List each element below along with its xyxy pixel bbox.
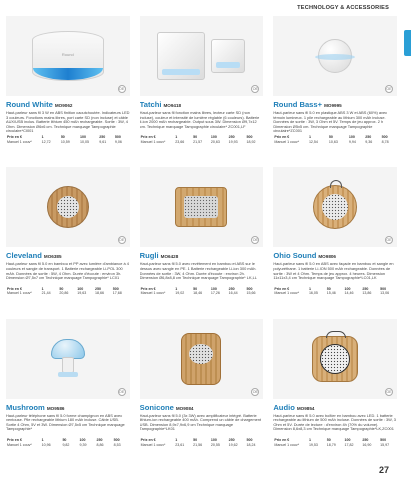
price-header-cell: 500 bbox=[113, 437, 120, 442]
product-code: MO9418 bbox=[163, 103, 182, 108]
price-header-cell: 250 bbox=[96, 437, 103, 442]
price-header-cell: 50 bbox=[326, 286, 331, 291]
product-code: MO9084 bbox=[175, 405, 194, 411]
price-header-cell: 500 bbox=[112, 286, 119, 291]
round-bamboo-speaker-icon bbox=[313, 185, 357, 229]
price-value: 10,96 bbox=[41, 442, 51, 447]
price-row bbox=[6, 442, 130, 447]
price-header-cell: 100 bbox=[80, 135, 87, 140]
bamboo-box-speaker-icon bbox=[175, 187, 227, 227]
price-label: Manuel 1 couv* bbox=[140, 139, 166, 144]
price-value: 17,82 bbox=[344, 442, 354, 447]
product-code: MO9586 bbox=[46, 405, 65, 411]
price-value: 8,86 bbox=[96, 442, 104, 447]
price-header-cell: 500 bbox=[246, 437, 253, 442]
product-name: Audio bbox=[273, 402, 295, 412]
price-label: Manuel 1 couv* bbox=[140, 442, 166, 447]
price-header-cell: 1 bbox=[175, 135, 178, 140]
product-description: Haut-parleur sans fil fonction mains libres, lecteur carte SD (non incluse), couleur et intensité de lumière réglable (6 couleurs). Batterie li-ion 2000 mAh rechargeable. Output sous 3W. Dimension Ø9,7x12 cm. Technique marquage Tampographie circulaire* ZC001,LF bbox=[139, 111, 260, 129]
drum-speaker-icon: Round bbox=[32, 31, 104, 81]
product-title bbox=[140, 98, 264, 110]
price-header-cell: Prix en € bbox=[140, 135, 156, 140]
product-card bbox=[6, 167, 130, 316]
handle-speaker-icon bbox=[312, 336, 358, 382]
section-header: TECHNOLOGY & ACCESSORIES bbox=[297, 5, 389, 11]
price-header-cell: 1 bbox=[41, 437, 44, 442]
cube-speaker-icon bbox=[157, 32, 245, 80]
price-value: 21,44 bbox=[41, 291, 51, 296]
price-label: Manuel 1 couv* bbox=[7, 291, 32, 296]
product-badge: OE bbox=[252, 238, 258, 243]
price-header-cell: 1 bbox=[41, 286, 44, 291]
product-name: Sonicone bbox=[139, 402, 174, 412]
mushroom-speaker-icon bbox=[51, 339, 85, 379]
price-header-cell: Prix en € bbox=[274, 437, 290, 442]
price-value: 17,26 bbox=[210, 291, 220, 296]
price-value: 17,68 bbox=[112, 291, 122, 296]
product-image bbox=[273, 16, 397, 96]
product-image bbox=[6, 16, 130, 96]
price-value: 12,54 bbox=[308, 139, 318, 144]
product-description: Haut-parleur sans fil 5.0 avec revêtement en bambou et ABS sur le dessus avec sangle en PE. 1 Batterie rechargeable Li-ion 300 mAh. Données de sortie : 3W, 4 Ohm. Durée d'écoute : environ 2h. Dimension Ø6,8x8,8 cm Technique marquage Tampographie* LK,LL bbox=[139, 262, 257, 281]
product-image bbox=[273, 167, 397, 247]
product-name: Rugli bbox=[139, 251, 159, 261]
product-badge: OE bbox=[386, 238, 392, 243]
price-label: Manuel 1 couv* bbox=[140, 291, 166, 296]
product-description: Haut-parleur sans fil 3 W en ABS finition caoutchoutée. Indicateurs LED 3 couleurs. Fonctions mains libres, port carte SD (non incluse) et câble AUX/USB inclus. Batterie lithium 450 mAh rechargeable. Sortie : 3W, 4 Ohm. Dimension Ø6x6 cm. Technique marquage Tampographie circulaire*CI001 bbox=[6, 111, 130, 134]
bamboo-puck-speaker-icon bbox=[47, 186, 89, 228]
price-row bbox=[140, 291, 264, 296]
product-title bbox=[140, 249, 264, 261]
price-header-cell: 500 bbox=[380, 437, 387, 442]
price-label: Manuel 1 couv* bbox=[7, 442, 32, 447]
product-description: Haut-parleur sans fil 5.0 (3x 3W) avec amplificateur intégré. Batterie lithium-ion rechargeable 400 mAh. Comprend un câble de chargement USB. Dimension 8,9x7,9x6,9 cm Technique marquage Tampographie*LK01 bbox=[139, 413, 261, 432]
product-title bbox=[6, 98, 130, 110]
product-image bbox=[6, 319, 130, 399]
price-table bbox=[273, 438, 397, 447]
product-code: MO9995 bbox=[324, 103, 342, 108]
price-header-cell: 1 bbox=[175, 437, 178, 442]
price-header-cell: Prix en € bbox=[7, 135, 22, 140]
price-value: 13,86 bbox=[362, 291, 372, 296]
price-header-cell: 50 bbox=[59, 286, 64, 291]
price-row bbox=[6, 291, 130, 296]
price-value: 16,44 bbox=[228, 291, 238, 296]
price-header-cell: 50 bbox=[193, 437, 198, 442]
price-header-cell: 100 bbox=[77, 286, 84, 291]
price-row bbox=[140, 140, 264, 145]
price-value: 21,57 bbox=[193, 139, 203, 144]
product-description: Haut-parleur sans fil 5.0 avec boîtier en bambou avec LED. 1 batterie rechargeable au lithium de 500 mAh incluse. Données de sortie : 3W, 3 Ohm et 5V. Durée de lecture : d'environ 4h (70% du volume). Dimension 8,6x8,3 cm Technique marquage Tampographie*LK,ZC001 bbox=[273, 413, 396, 432]
price-label: Manuel 1 couv* bbox=[7, 139, 32, 144]
price-value: 18,46 bbox=[193, 291, 203, 296]
product-title bbox=[6, 401, 130, 413]
price-header-cell: Prix en € bbox=[274, 286, 290, 291]
price-header-cell: Prix en € bbox=[7, 437, 22, 442]
product-code: MO9854 bbox=[296, 405, 315, 411]
price-header-cell: 500 bbox=[380, 286, 387, 291]
price-label: Manuel 1 couv* bbox=[274, 442, 300, 447]
price-header-cell: 250 bbox=[95, 286, 101, 291]
price-header-cell: 500 bbox=[114, 135, 121, 140]
product-badge: OE bbox=[119, 87, 125, 91]
price-value: 12,72 bbox=[41, 139, 51, 144]
price-table bbox=[6, 286, 130, 295]
price-value: 23,66 bbox=[175, 139, 185, 144]
price-value: 18,92 bbox=[246, 139, 256, 144]
product-name: Round White bbox=[6, 100, 53, 109]
price-value: 23,61 bbox=[175, 442, 185, 447]
price-label: Manuel 1 couv* bbox=[274, 139, 300, 144]
price-header-cell: 50 bbox=[60, 135, 65, 140]
product-grid bbox=[6, 16, 397, 468]
price-header-cell: 500 bbox=[246, 286, 253, 291]
price-header-cell: 50 bbox=[328, 135, 333, 140]
product-name: Mushroom bbox=[6, 402, 45, 412]
product-card bbox=[273, 16, 397, 165]
price-value: 21,56 bbox=[193, 442, 203, 447]
price-header-cell: 1 bbox=[41, 135, 44, 140]
price-header-cell: 100 bbox=[210, 286, 217, 291]
product-name: Round Bass+ bbox=[273, 100, 323, 109]
price-header-cell: 250 bbox=[365, 135, 372, 140]
price-value: 9,39 bbox=[79, 442, 87, 447]
product-description: Haut-parleur sans fil 5.0 en plastique ABS 3 W et ABS (60%) avec témoin lumineux. 1 pile rechargeable au lithium 300 mAh incluse. Données de sortie : 3W, 3 Ohm et 5V. Temps de jeu approx. 2 h Dimension Ø5x5 cm. Technique marquage Tampographie circulaire*ZC001 bbox=[273, 111, 388, 134]
product-title bbox=[140, 401, 264, 413]
price-value: 19,93 bbox=[228, 139, 238, 144]
price-value: 18,24 bbox=[246, 442, 256, 447]
price-header-cell: 500 bbox=[246, 135, 253, 140]
product-badge: OE bbox=[119, 389, 125, 394]
product-title bbox=[6, 249, 130, 261]
price-header-cell: Prix en € bbox=[140, 437, 156, 442]
product-code: MO9806 bbox=[318, 254, 336, 260]
price-header-cell: 100 bbox=[210, 437, 217, 442]
price-value: 10,63 bbox=[328, 139, 338, 144]
product-title bbox=[273, 98, 397, 110]
product-card bbox=[273, 319, 397, 468]
price-label: Manuel 1 couv* bbox=[274, 291, 300, 296]
price-header-cell: 250 bbox=[228, 135, 235, 140]
price-table bbox=[6, 135, 130, 144]
bamboo-case-speaker-icon bbox=[181, 333, 221, 385]
product-name: Ohio Sound bbox=[273, 251, 317, 261]
price-header-cell: 1 bbox=[308, 437, 311, 442]
product-badge: OE bbox=[252, 87, 258, 91]
product-description: Haut-parleur sans fil 5.0 en bambou et PP avec lumière d'ambiance à 4 couleurs et sangle de transport. 1 Batterie rechargeable Li-POL 300 mAh. Données de sortie : 5W, 4 Ohm. Durée d'écoute : environ 3h. Dimension Ø7,5x7 cm Technique marquage Tampographie* LC01 bbox=[6, 262, 129, 281]
price-value: 19,53 bbox=[308, 442, 318, 447]
product-card bbox=[6, 16, 130, 165]
product-name: Tatchi bbox=[139, 100, 162, 109]
price-row bbox=[273, 442, 397, 447]
price-header-cell: 250 bbox=[99, 135, 106, 140]
product-card bbox=[140, 16, 264, 165]
price-value: 20,86 bbox=[59, 291, 69, 296]
price-value: 9,82 bbox=[62, 442, 70, 447]
price-table bbox=[273, 135, 397, 144]
price-value: 10,59 bbox=[60, 139, 70, 144]
price-table bbox=[140, 286, 264, 295]
product-title bbox=[273, 249, 397, 261]
price-header-cell: 500 bbox=[381, 135, 388, 140]
price-header-cell: 50 bbox=[193, 135, 198, 140]
price-header-cell: 250 bbox=[228, 286, 235, 291]
price-value: 8,53 bbox=[113, 442, 121, 447]
price-header-cell: 100 bbox=[79, 437, 86, 442]
price-table bbox=[140, 135, 264, 144]
product-image bbox=[140, 167, 264, 247]
price-value: 15,46 bbox=[326, 291, 336, 296]
price-value: 19,62 bbox=[228, 442, 238, 447]
price-header-cell: Prix en € bbox=[140, 286, 156, 291]
product-badge: OE bbox=[386, 389, 392, 394]
product-code: MO6428 bbox=[160, 254, 179, 260]
product-code: MO6385 bbox=[43, 254, 62, 260]
price-table bbox=[140, 438, 264, 447]
product-badge: OE bbox=[119, 238, 125, 243]
price-value: 9,36 bbox=[365, 139, 373, 144]
price-value: 20,55 bbox=[210, 442, 220, 447]
price-header-cell: 250 bbox=[362, 437, 369, 442]
price-value: 18,66 bbox=[95, 291, 104, 296]
price-value: 9,61 bbox=[99, 139, 107, 144]
price-value: 14,46 bbox=[344, 291, 354, 296]
price-row bbox=[140, 442, 264, 447]
price-value: 9,94 bbox=[348, 139, 356, 144]
product-badge: OE bbox=[386, 87, 392, 91]
product-card bbox=[6, 319, 130, 468]
price-header-cell: 100 bbox=[348, 135, 355, 140]
product-title bbox=[273, 401, 397, 413]
price-header-cell: 50 bbox=[193, 286, 198, 291]
price-value: 15,66 bbox=[246, 291, 256, 296]
product-image bbox=[140, 16, 264, 96]
price-header-cell: Prix en € bbox=[7, 286, 22, 291]
product-code: MO9062 bbox=[54, 103, 73, 108]
price-table bbox=[273, 286, 397, 295]
price-header-cell: 50 bbox=[62, 437, 67, 442]
price-header-cell: 1 bbox=[308, 135, 311, 140]
product-badge: OE bbox=[252, 389, 258, 394]
price-header-cell: Prix en € bbox=[274, 135, 290, 140]
price-value: 13,06 bbox=[380, 291, 390, 296]
price-value: 19,63 bbox=[77, 291, 87, 296]
price-header-cell: 1 bbox=[308, 286, 311, 291]
section-side-tab bbox=[404, 30, 411, 56]
price-header-cell: 250 bbox=[228, 437, 235, 442]
price-value: 18,79 bbox=[326, 442, 336, 447]
price-header-cell: 100 bbox=[344, 286, 351, 291]
price-table bbox=[6, 438, 130, 447]
product-description: Haut-parleur téléphone sans fil 5.0 forme champignon en ABS avec ventouse. Pile rechargeable lithium 180 mAh incluse. Câble USB. Sortie 4 Ohm, 5V et 3W. Dimension Ø7,5x5 cm Technique marquage Tampographie* bbox=[6, 413, 125, 432]
product-image bbox=[6, 167, 130, 247]
price-header-cell: 250 bbox=[362, 286, 369, 291]
price-value: 20,63 bbox=[210, 139, 220, 144]
price-header-cell: 100 bbox=[210, 135, 217, 140]
price-value: 19,02 bbox=[175, 291, 185, 296]
price-value: 10,05 bbox=[80, 139, 90, 144]
price-value: 8,78 bbox=[381, 139, 389, 144]
sphere-speaker-icon bbox=[318, 39, 352, 73]
product-image bbox=[140, 319, 264, 399]
product-image bbox=[273, 319, 397, 399]
price-value: 15,97 bbox=[380, 442, 390, 447]
page-number: 27 bbox=[378, 465, 389, 475]
product-card bbox=[140, 319, 264, 468]
price-row bbox=[273, 291, 397, 296]
product-card bbox=[140, 167, 264, 316]
price-header-cell: 50 bbox=[326, 437, 331, 442]
product-description: Haut-parleur sans fil 5.0 en ABS avec façade en bambou et sangle en polyuréthane. 1 batterie Li-ION 500 mAh rechargeable. Données de sortie : 3W et 4 Ohm. Temps de jeu approx. 4 heures. Dimension 11x11x3,4 cm Technique marquage Tampographie*LC01,LK bbox=[273, 262, 394, 281]
price-value: 9,06 bbox=[114, 139, 122, 144]
price-header-cell: 100 bbox=[344, 437, 351, 442]
price-row bbox=[273, 140, 397, 145]
price-row bbox=[6, 140, 130, 145]
price-header-cell: 1 bbox=[175, 286, 178, 291]
price-value: 16,05 bbox=[308, 291, 318, 296]
product-name: Cleveland bbox=[6, 251, 42, 261]
product-card bbox=[273, 167, 397, 316]
price-value: 16,90 bbox=[362, 442, 372, 447]
